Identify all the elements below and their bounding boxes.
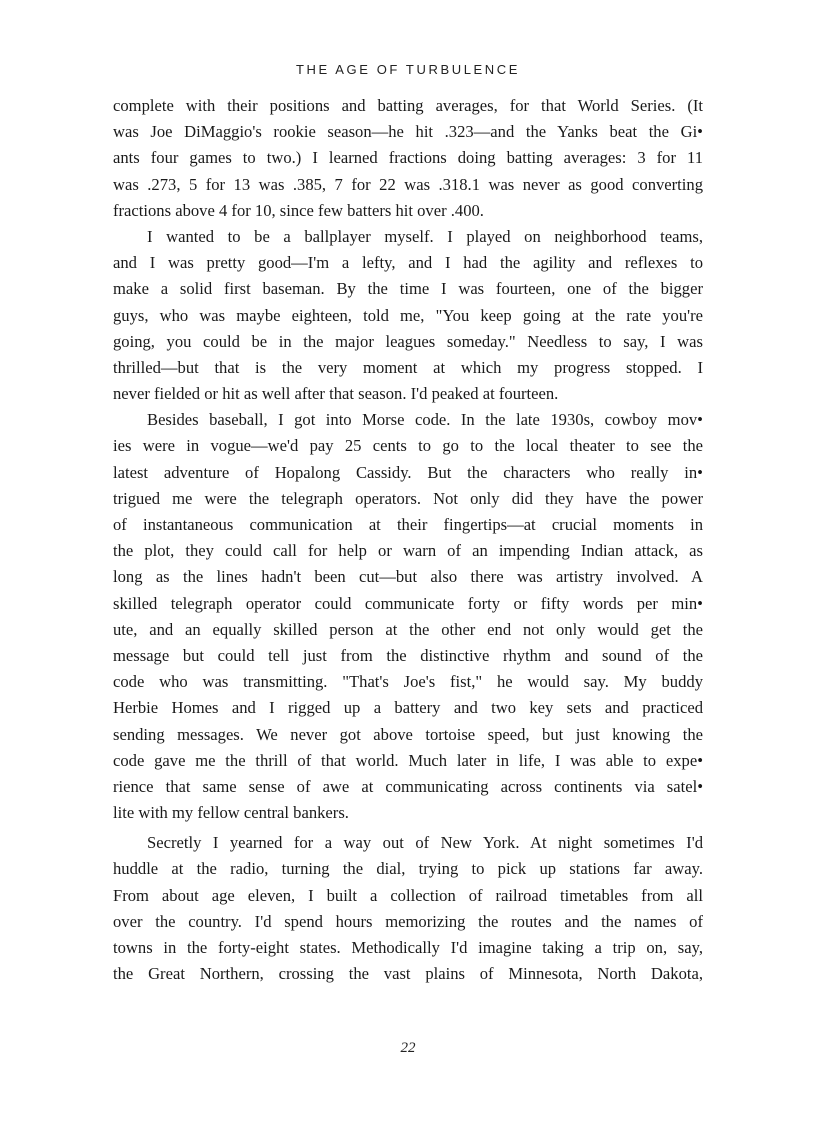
text-line: complete with their positions and batting averages, for that World Series. (It bbox=[113, 96, 703, 115]
text-line: Besides baseball, I got into Morse code. In the late 1930s, cowboy mov• bbox=[147, 410, 703, 430]
text-line: trigued me were the telegraph operators. Not only did they have the power bbox=[113, 488, 703, 508]
text-line: of instantaneous communication at their fingertips—at crucial moments in bbox=[113, 515, 703, 534]
text-line: I wanted to be a ballplayer myself. I played on neighborhood teams, bbox=[147, 226, 703, 246]
text-line: lite with my fellow central bankers. bbox=[113, 803, 349, 823]
text-line: Herbie Homes and I rigged up a battery and two key sets and practiced bbox=[113, 698, 703, 718]
paragraph bbox=[113, 93, 703, 224]
text-line: code gave me the thrill of that world. Much later in life, I was able to expe• bbox=[113, 750, 703, 770]
text-line: From about age eleven, I built a collection of railroad timetables from all bbox=[113, 885, 703, 905]
text-line: make a solid first baseman. By the time I was fourteen, one of the bigger bbox=[113, 279, 703, 299]
page-number: 22 bbox=[400, 1040, 416, 1056]
text-line: rience that same sense of awe at communicating across continents via satel• bbox=[113, 776, 703, 796]
text-line: and I was pretty good—I'm a lefty, and I had the agility and reflexes to bbox=[113, 253, 703, 273]
text-line: sending messages. We never got above tortoise speed, but just knowing the bbox=[113, 724, 703, 744]
text-line: towns in the forty-eight states. Methodically I'd imagine taking a trip on, say, bbox=[113, 938, 703, 957]
text-line: never fielded or hit as well after that season. I'd peaked at fourteen. bbox=[113, 384, 559, 404]
paragraph bbox=[113, 407, 703, 826]
text-line: the plot, they could call for help or warn of an impending Indian attack, as bbox=[113, 541, 703, 561]
text-line: ies were in vogue—we'd pay 25 cents to go to the local theater to see the bbox=[113, 436, 703, 456]
text-line: the Great Northern, crossing the vast plains of Minnesota, North Dakota, bbox=[113, 964, 703, 984]
text-line: fractions above 4 for 10, since few batters hit over .400. bbox=[113, 200, 484, 220]
paragraph bbox=[113, 224, 703, 407]
text-line: ute, and an equally skilled person at the other end not only would get the bbox=[113, 619, 703, 639]
text-line: message but could tell just from the distinctive rhythm and sound of the bbox=[113, 645, 703, 665]
body-text bbox=[113, 93, 703, 987]
text-line: latest adventure of Hopalong Cassidy. But the characters who really in• bbox=[113, 462, 703, 482]
running-head: THE AGE OF TURBULENCE bbox=[295, 62, 521, 77]
text-line: skilled telegraph operator could communicate forty or fifty words per min• bbox=[113, 593, 703, 613]
text-line: was Joe DiMaggio's rookie season—he hit .323—and the Yanks beat the Gi• bbox=[113, 122, 703, 142]
text-line: thrilled—but that is the very moment at which my progress stopped. I bbox=[113, 357, 703, 377]
text-line: Secretly I yearned for a way out of New York. At night sometimes I'd bbox=[147, 833, 703, 853]
text-line: ants four games to two.) I learned fractions doing batting averages: 3 for 11 bbox=[113, 148, 703, 168]
text-line: code who was transmitting. "That's Joe's fist," he would say. My buddy bbox=[113, 672, 703, 692]
paragraph bbox=[113, 830, 703, 987]
text-line: long as the lines hadn't been cut—but also there was artistry involved. A bbox=[113, 567, 703, 587]
text-line: was .273, 5 for 13 was .385, 7 for 22 was .318.1 was never as good converting bbox=[113, 174, 703, 194]
text-line: over the country. I'd spend hours memorizing the routes and the names of bbox=[113, 911, 703, 931]
text-line: guys, who was maybe eighteen, told me, "You keep going at the rate you're bbox=[113, 305, 703, 325]
text-line: going, you could be in the major leagues someday." Needless to say, I was bbox=[113, 331, 703, 351]
text-line: huddle at the radio, turning the dial, trying to pick up stations far away. bbox=[113, 859, 703, 879]
